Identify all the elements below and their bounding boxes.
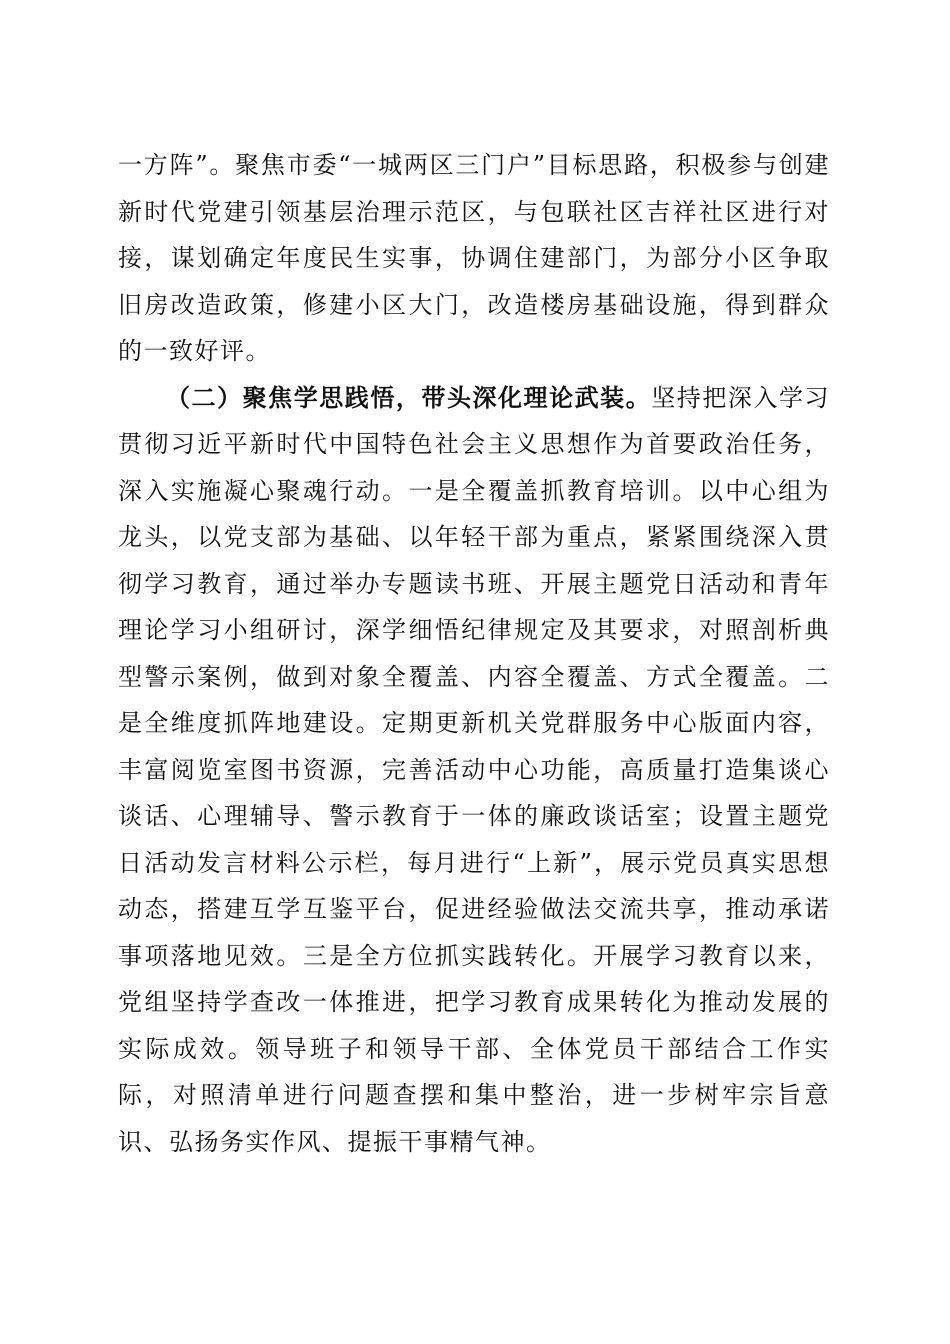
section-two-heading: （二）聚焦学思践悟，带头深化理论武装。 bbox=[166, 382, 652, 412]
paragraph-2-text: 坚持把深入学习贯彻习近平新时代中国特色社会主义思想作为首要政治任务，深入实施凝心聚魂行动。一是全覆盖抓教育培训。以中心组为龙头，以党支部为基础、以年轻干部为重点，紧紧围绕深入贯彻学习教育，通过举办专题读书班、开展主题党日活动和青年理论学习小组研讨，深学细悟纪律规定及其要求，对照剖析典型警示案例，做到对象全覆盖、内容全覆盖、方式全覆盖。二是全维度抓阵地建设。定期更新机关党群服务中心版面内容，丰富阅览室图书资源，完善活动中心功能，高质量打造集谈心谈话、心理辅导、警示教育于一体的廉政谈话室；设置主题党日活动发言材料公示栏，每月进行“上新”，展示党员真实思想动态，搭建互学互鉴平台，促进经验做法交流共享，推动承诺事项落地见效。三是全方位抓实践转化。开展学习教育以来，党组坚持学查改一体推进，把学习教育成果转化为推动发展的实际成效。领导班子和领导干部、全体党员干部结合工作实际，对照清单进行问题查摆和集中整治，进一步树牢宗旨意识、弘扬务实作风、提振干事精气神。 bbox=[118, 383, 831, 1156]
paragraph-section-two bbox=[118, 375, 830, 1166]
paragraph-continuation bbox=[118, 142, 830, 375]
paragraph-1-text: 一方阵”。聚焦市委“一城两区三门户”目标思路，积极参与创建新时代党建引领基层治理示范区，与包联社区吉祥社区进行对接，谋划确定年度民生实事，协调住建部门，为部分小区争取旧房改造政策，修建小区大门，改造楼房基础设施，得到群众的一致好评。 bbox=[118, 151, 830, 365]
document-body bbox=[118, 142, 830, 1165]
